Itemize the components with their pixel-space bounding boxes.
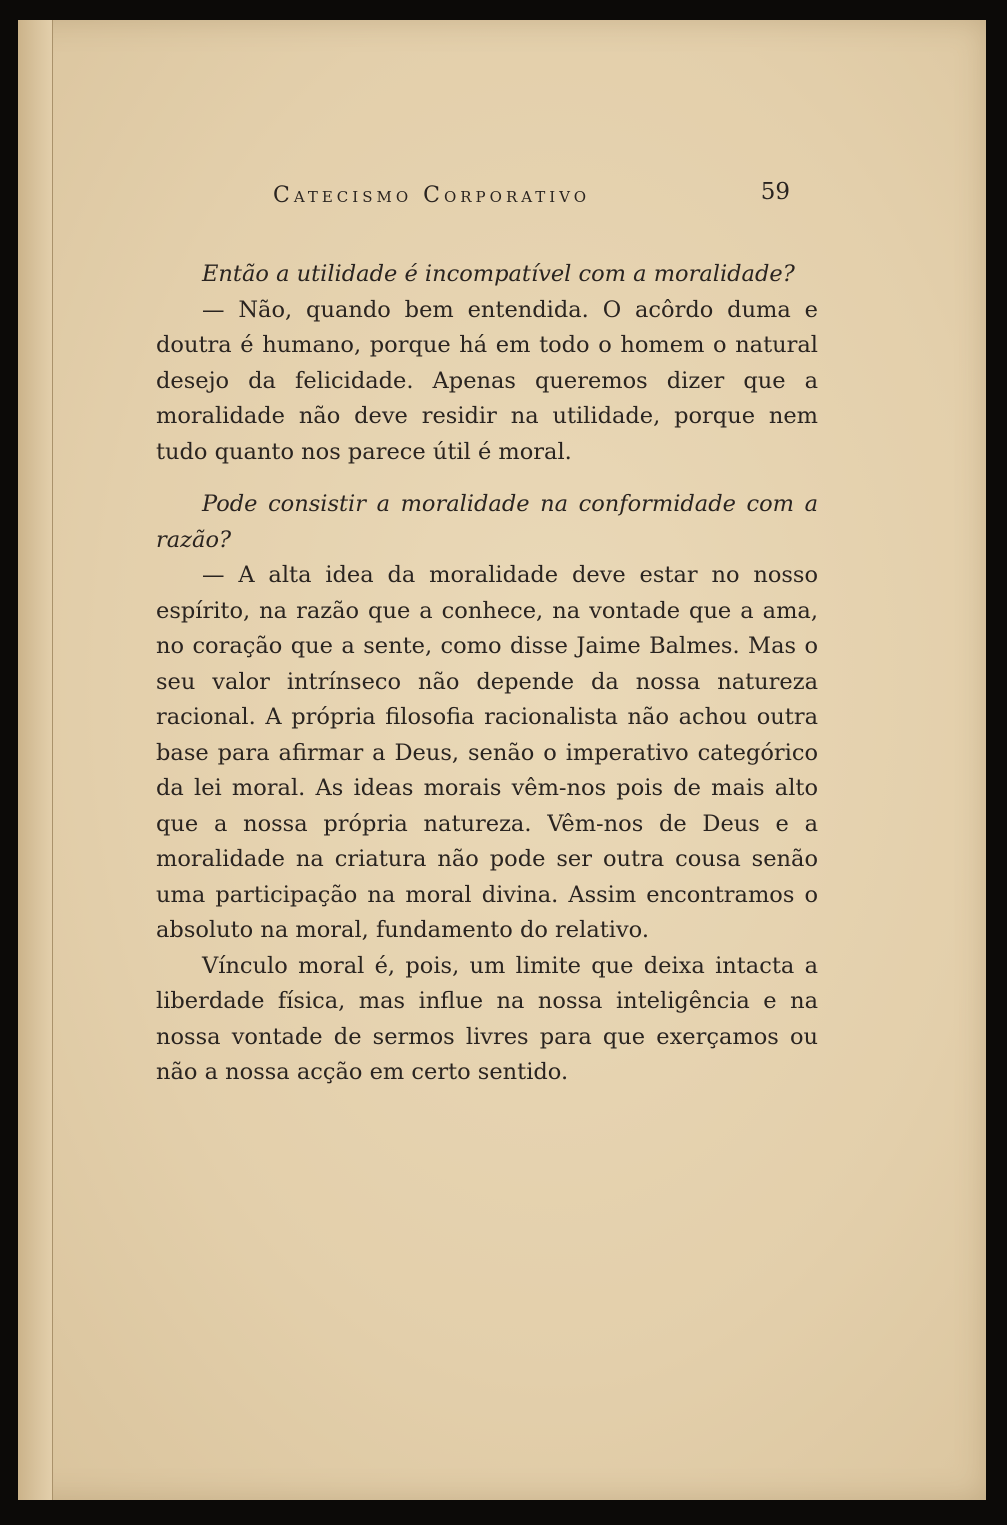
body-text bbox=[156, 257, 818, 1091]
book-page bbox=[18, 20, 986, 1500]
page-number: 59 bbox=[760, 179, 790, 205]
answer-paragraph: — A alta idea da moralidade deve estar no nosso espírito, na razão que a conhece, na vontade que a ama, no coração que a sente, como disse Jaime Balmes. Mas o seu valor intrínseco não depende da nossa natureza racional. A própria filosofia racionalista não achou outra base para afirmar a Deus, senão o imperativo categórico da lei moral. As ideas morais vêm-nos pois de mais alto que a nossa própria natureza. Vêm-nos de Deus e a moralidade na criatura não pode ser outra cousa senão uma participação na moral divina. Assim encontramos o absoluto na moral, fundamento do relativo. bbox=[156, 562, 818, 943]
running-head bbox=[248, 163, 828, 223]
answer-paragraph: — Não, quando bem entendida. O acôrdo duma e doutra é humano, porque há em todo o homem o natural desejo da felicidade. Apenas queremos dizer que a moralidade não deve residir na utilidade, porque nem tudo quanto nos parece útil é moral. bbox=[156, 296, 818, 465]
question-paragraph: Pode consistir a moralidade na conformidade com a razão? bbox=[156, 491, 818, 553]
page-gutter bbox=[18, 20, 53, 1500]
body-paragraph: Vínculo moral é, pois, um limite que deixa intacta a liberdade física, mas influe na nossa inteligência e na nossa vontade de sermos livres para que exerçamos ou não a nossa acção em certo sentido. bbox=[156, 952, 818, 1085]
question-paragraph: Então a utilidade é incompatível com a moralidade? bbox=[202, 261, 795, 287]
running-title: Catecismo Corporativo bbox=[273, 183, 591, 208]
